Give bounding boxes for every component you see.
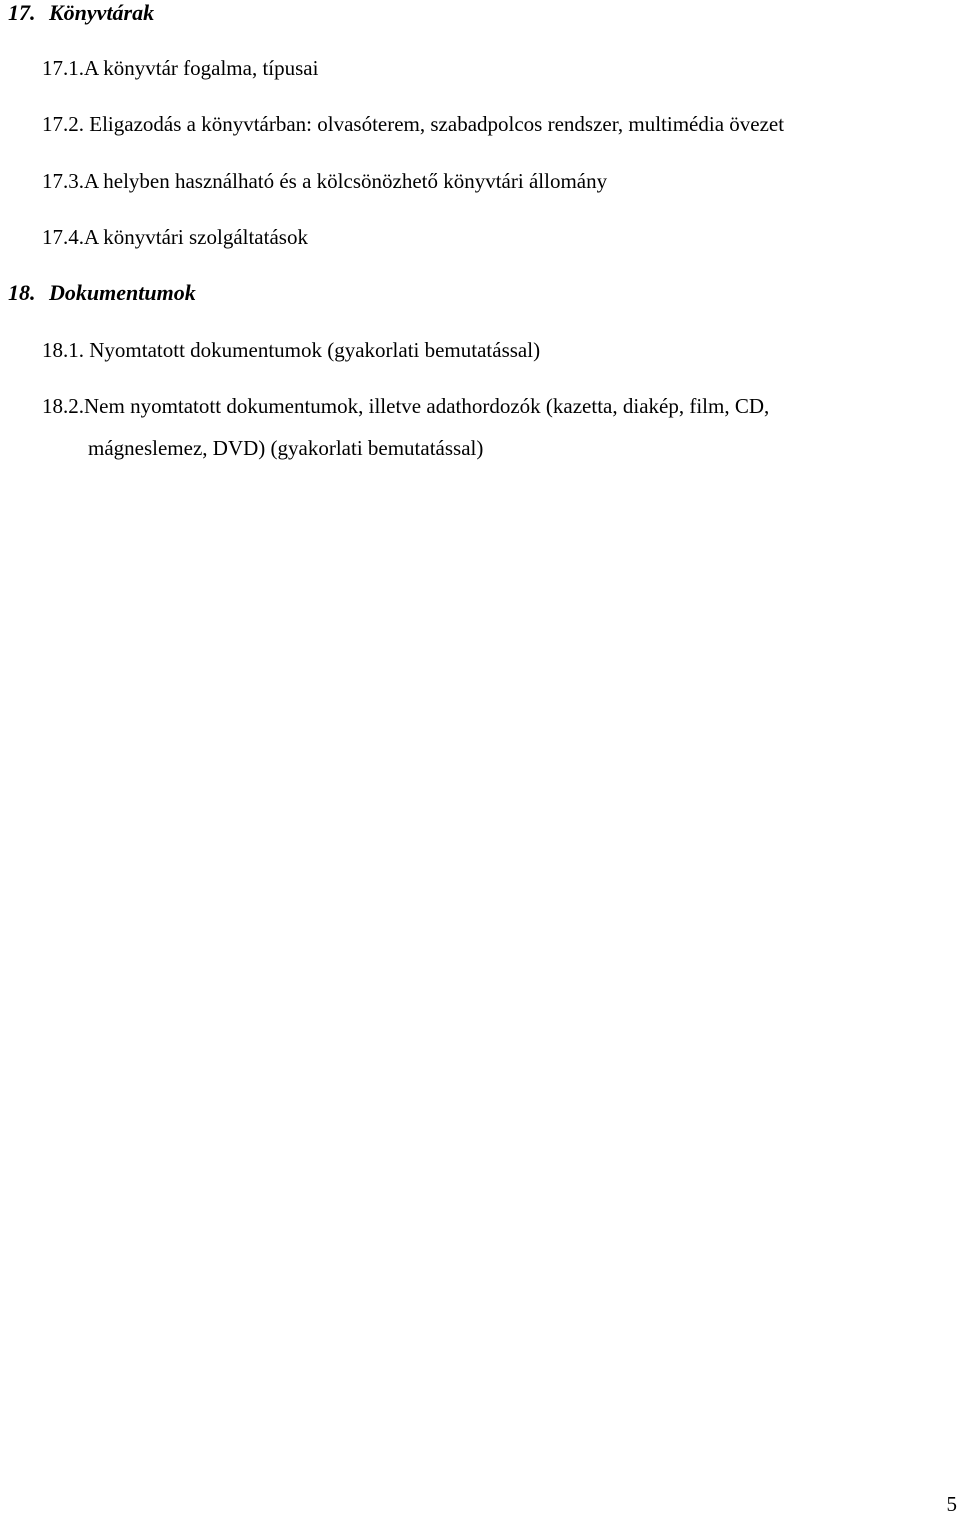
list-item-18-2-continuation: mágneslemez, DVD) (gyakorlati bemutatással) — [88, 436, 484, 460]
section-number: 18. — [8, 280, 36, 305]
page-number: 5 — [946, 1492, 957, 1516]
list-item-18-2: 18.2.Nem nyomtatott dokumentumok, illetve adathordozók (kazetta, diakép, film, CD, — [42, 394, 770, 418]
list-item-17-4: 17.4.A könyvtári szolgáltatások — [42, 225, 308, 249]
list-item-17-3: 17.3.A helyben használható és a kölcsönözhető könyvtári állomány — [42, 169, 608, 193]
section-number: 17. — [8, 0, 36, 25]
section-title: Dokumentumok — [49, 280, 196, 305]
section-heading-17 — [8, 0, 154, 26]
list-item-18-1: 18.1. Nyomtatott dokumentumok (gyakorlati bemutatással) — [42, 338, 541, 362]
section-heading-18 — [8, 280, 196, 306]
section-title: Könyvtárak — [49, 0, 155, 25]
list-item-17-1: 17.1.A könyvtár fogalma, típusai — [42, 56, 319, 80]
list-item-17-2: 17.2. Eligazodás a könyvtárban: olvasóterem, szabadpolcos rendszer, multimédia övezet — [42, 112, 785, 136]
